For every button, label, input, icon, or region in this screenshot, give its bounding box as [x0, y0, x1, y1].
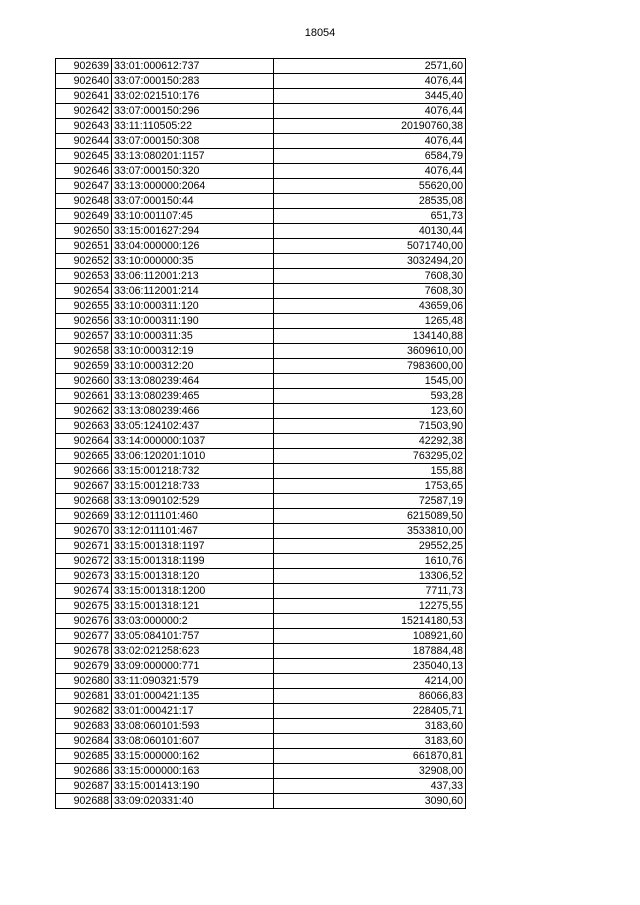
value-cell: 42292,38 — [274, 434, 466, 449]
cadastral-number-cell: 33:06:112001:214 — [112, 284, 274, 299]
cadastral-number-cell: 33:15:001318:1200 — [112, 584, 274, 599]
value-cell: 3533810,00 — [274, 524, 466, 539]
row-id-cell: 902685 — [56, 749, 112, 764]
cadastral-number-cell: 33:02:021258:623 — [112, 644, 274, 659]
table-row — [56, 674, 466, 689]
row-id-cell: 902679 — [56, 659, 112, 674]
table-row — [56, 104, 466, 119]
table-row — [56, 209, 466, 224]
table-row — [56, 389, 466, 404]
cadastral-number-cell: 33:05:084101:757 — [112, 629, 274, 644]
value-cell: 55620,00 — [274, 179, 466, 194]
cadastral-number-cell: 33:15:001218:732 — [112, 464, 274, 479]
row-id-cell: 902648 — [56, 194, 112, 209]
cadastral-number-cell: 33:07:000150:320 — [112, 164, 274, 179]
cadastral-number-cell: 33:07:000150:308 — [112, 134, 274, 149]
table-row — [56, 584, 466, 599]
value-cell: 5071740,00 — [274, 239, 466, 254]
row-id-cell: 902653 — [56, 269, 112, 284]
cadastral-number-cell: 33:11:090321:579 — [112, 674, 274, 689]
value-cell: 6584,79 — [274, 149, 466, 164]
value-cell: 4214,00 — [274, 674, 466, 689]
table-row — [56, 464, 466, 479]
cadastral-number-cell: 33:01:000421:17 — [112, 704, 274, 719]
cadastral-number-cell: 33:03:000000:2 — [112, 614, 274, 629]
value-cell: 1545,00 — [274, 374, 466, 389]
row-id-cell: 902686 — [56, 764, 112, 779]
cadastral-number-cell: 33:13:090102:529 — [112, 494, 274, 509]
table-row — [56, 524, 466, 539]
row-id-cell: 902646 — [56, 164, 112, 179]
cadastral-number-cell: 33:15:001318:120 — [112, 569, 274, 584]
table-row — [56, 224, 466, 239]
row-id-cell: 902675 — [56, 599, 112, 614]
cadastral-number-cell: 33:06:112001:213 — [112, 269, 274, 284]
table-row — [56, 59, 466, 74]
cadastral-number-cell: 33:13:080239:464 — [112, 374, 274, 389]
row-id-cell: 902642 — [56, 104, 112, 119]
value-cell: 3445,40 — [274, 89, 466, 104]
table-row — [56, 509, 466, 524]
cadastral-number-cell: 33:07:000150:283 — [112, 74, 274, 89]
row-id-cell: 902688 — [56, 794, 112, 809]
cadastral-number-cell: 33:15:000000:163 — [112, 764, 274, 779]
row-id-cell: 902687 — [56, 779, 112, 794]
cadastral-number-cell: 33:15:001413:190 — [112, 779, 274, 794]
cadastral-number-cell: 33:15:001318:121 — [112, 599, 274, 614]
table-row — [56, 329, 466, 344]
table-row — [56, 269, 466, 284]
cadastral-number-cell: 33:10:001107:45 — [112, 209, 274, 224]
cadastral-number-cell: 33:07:000150:44 — [112, 194, 274, 209]
cadastral-number-cell: 33:07:000150:296 — [112, 104, 274, 119]
table-row — [56, 149, 466, 164]
value-cell: 235040,13 — [274, 659, 466, 674]
cadastral-number-cell: 33:12:011101:467 — [112, 524, 274, 539]
value-cell: 763295,02 — [274, 449, 466, 464]
row-id-cell: 902667 — [56, 479, 112, 494]
cadastral-number-cell: 33:13:000000:2064 — [112, 179, 274, 194]
value-cell: 3183,60 — [274, 719, 466, 734]
table-row — [56, 404, 466, 419]
cadastral-number-cell: 33:02:021510:176 — [112, 89, 274, 104]
cadastral-number-cell: 33:12:011101:460 — [112, 509, 274, 524]
value-cell: 6215089,50 — [274, 509, 466, 524]
value-cell: 40130,44 — [274, 224, 466, 239]
row-id-cell: 902661 — [56, 389, 112, 404]
row-id-cell: 902643 — [56, 119, 112, 134]
cadastral-number-cell: 33:06:120201:1010 — [112, 449, 274, 464]
value-cell: 437,33 — [274, 779, 466, 794]
cadastral-number-cell: 33:01:000612:737 — [112, 59, 274, 74]
table-row — [56, 779, 466, 794]
records-table-body — [56, 59, 466, 809]
value-cell: 108921,60 — [274, 629, 466, 644]
value-cell: 7608,30 — [274, 269, 466, 284]
table-row — [56, 194, 466, 209]
value-cell: 1753,65 — [274, 479, 466, 494]
table-row — [56, 614, 466, 629]
row-id-cell: 902664 — [56, 434, 112, 449]
value-cell: 7608,30 — [274, 284, 466, 299]
row-id-cell: 902650 — [56, 224, 112, 239]
row-id-cell: 902662 — [56, 404, 112, 419]
value-cell: 12275,55 — [274, 599, 466, 614]
cadastral-number-cell: 33:08:060101:593 — [112, 719, 274, 734]
table-row — [56, 299, 466, 314]
cadastral-number-cell: 33:13:080239:466 — [112, 404, 274, 419]
row-id-cell: 902641 — [56, 89, 112, 104]
value-cell: 29552,25 — [274, 539, 466, 554]
table-row — [56, 419, 466, 434]
table-row — [56, 74, 466, 89]
records-table — [55, 58, 466, 809]
row-id-cell: 902651 — [56, 239, 112, 254]
table-row — [56, 629, 466, 644]
row-id-cell: 902678 — [56, 644, 112, 659]
table-row — [56, 539, 466, 554]
value-cell: 4076,44 — [274, 134, 466, 149]
table-row — [56, 359, 466, 374]
cadastral-number-cell: 33:15:000000:162 — [112, 749, 274, 764]
table-row — [56, 719, 466, 734]
table-row — [56, 479, 466, 494]
table-row — [56, 659, 466, 674]
table-row — [56, 569, 466, 584]
value-cell: 28535,08 — [274, 194, 466, 209]
table-row — [56, 704, 466, 719]
row-id-cell: 902671 — [56, 539, 112, 554]
row-id-cell: 902673 — [56, 569, 112, 584]
value-cell: 3090,60 — [274, 794, 466, 809]
value-cell: 86066,83 — [274, 689, 466, 704]
row-id-cell: 902644 — [56, 134, 112, 149]
row-id-cell: 902681 — [56, 689, 112, 704]
row-id-cell: 902674 — [56, 584, 112, 599]
row-id-cell: 902660 — [56, 374, 112, 389]
cadastral-number-cell: 33:05:124102:437 — [112, 419, 274, 434]
table-row — [56, 449, 466, 464]
table-row — [56, 314, 466, 329]
value-cell: 4076,44 — [274, 104, 466, 119]
table-row — [56, 254, 466, 269]
row-id-cell: 902666 — [56, 464, 112, 479]
value-cell: 228405,71 — [274, 704, 466, 719]
cadastral-number-cell: 33:15:001318:1199 — [112, 554, 274, 569]
cadastral-number-cell: 33:10:000311:35 — [112, 329, 274, 344]
row-id-cell: 902670 — [56, 524, 112, 539]
value-cell: 134140,88 — [274, 329, 466, 344]
cadastral-number-cell: 33:09:000000:771 — [112, 659, 274, 674]
value-cell: 123,60 — [274, 404, 466, 419]
row-id-cell: 902677 — [56, 629, 112, 644]
row-id-cell: 902652 — [56, 254, 112, 269]
value-cell: 43659,06 — [274, 299, 466, 314]
row-id-cell: 902656 — [56, 314, 112, 329]
row-id-cell: 902647 — [56, 179, 112, 194]
row-id-cell: 902659 — [56, 359, 112, 374]
value-cell: 3609610,00 — [274, 344, 466, 359]
value-cell: 13306,52 — [274, 569, 466, 584]
row-id-cell: 902672 — [56, 554, 112, 569]
table-row — [56, 599, 466, 614]
table-row — [56, 734, 466, 749]
table-row — [56, 374, 466, 389]
table-row — [56, 554, 466, 569]
cadastral-number-cell: 33:15:001218:733 — [112, 479, 274, 494]
cadastral-number-cell: 33:08:060101:607 — [112, 734, 274, 749]
row-id-cell: 902668 — [56, 494, 112, 509]
value-cell: 2571,60 — [274, 59, 466, 74]
table-row — [56, 434, 466, 449]
value-cell: 1265,48 — [274, 314, 466, 329]
table-row — [56, 89, 466, 104]
table-row — [56, 119, 466, 134]
table-row — [56, 239, 466, 254]
page-number: 18054 — [304, 27, 336, 39]
table-row — [56, 164, 466, 179]
value-cell: 661870,81 — [274, 749, 466, 764]
table-row — [56, 134, 466, 149]
row-id-cell: 902669 — [56, 509, 112, 524]
value-cell: 71503,90 — [274, 419, 466, 434]
row-id-cell: 902657 — [56, 329, 112, 344]
value-cell: 15214180,53 — [274, 614, 466, 629]
cadastral-number-cell: 33:14:000000:1037 — [112, 434, 274, 449]
cadastral-number-cell: 33:11:110505:22 — [112, 119, 274, 134]
table-row — [56, 179, 466, 194]
row-id-cell: 902658 — [56, 344, 112, 359]
row-id-cell: 902663 — [56, 419, 112, 434]
value-cell: 4076,44 — [274, 74, 466, 89]
row-id-cell: 902645 — [56, 149, 112, 164]
value-cell: 187884,48 — [274, 644, 466, 659]
value-cell: 593,28 — [274, 389, 466, 404]
cadastral-number-cell: 33:13:080239:465 — [112, 389, 274, 404]
cadastral-number-cell: 33:10:000312:19 — [112, 344, 274, 359]
value-cell: 3032494,20 — [274, 254, 466, 269]
table-row — [56, 764, 466, 779]
cadastral-number-cell: 33:13:080201:1157 — [112, 149, 274, 164]
row-id-cell: 902680 — [56, 674, 112, 689]
cadastral-number-cell: 33:10:000311:120 — [112, 299, 274, 314]
row-id-cell: 902682 — [56, 704, 112, 719]
cadastral-number-cell: 33:04:000000:126 — [112, 239, 274, 254]
row-id-cell: 902683 — [56, 719, 112, 734]
row-id-cell: 902639 — [56, 59, 112, 74]
value-cell: 7711,73 — [274, 584, 466, 599]
cadastral-number-cell: 33:09:020331:40 — [112, 794, 274, 809]
cadastral-number-cell: 33:10:000000:35 — [112, 254, 274, 269]
cadastral-number-cell: 33:10:000311:190 — [112, 314, 274, 329]
table-row — [56, 494, 466, 509]
row-id-cell: 902684 — [56, 734, 112, 749]
table-row — [56, 644, 466, 659]
value-cell: 651,73 — [274, 209, 466, 224]
row-id-cell: 902640 — [56, 74, 112, 89]
value-cell: 20190760,38 — [274, 119, 466, 134]
table-row — [56, 689, 466, 704]
value-cell: 7983600,00 — [274, 359, 466, 374]
value-cell: 1610,76 — [274, 554, 466, 569]
row-id-cell: 902655 — [56, 299, 112, 314]
table-row — [56, 344, 466, 359]
value-cell: 4076,44 — [274, 164, 466, 179]
value-cell: 155,88 — [274, 464, 466, 479]
cadastral-number-cell: 33:01:000421:135 — [112, 689, 274, 704]
row-id-cell: 902649 — [56, 209, 112, 224]
value-cell: 32908,00 — [274, 764, 466, 779]
cadastral-number-cell: 33:15:001627:294 — [112, 224, 274, 239]
row-id-cell: 902654 — [56, 284, 112, 299]
cadastral-number-cell: 33:15:001318:1197 — [112, 539, 274, 554]
cadastral-number-cell: 33:10:000312:20 — [112, 359, 274, 374]
value-cell: 3183,60 — [274, 734, 466, 749]
table-row — [56, 749, 466, 764]
row-id-cell: 902665 — [56, 449, 112, 464]
table-row — [56, 794, 466, 809]
value-cell: 72587,19 — [274, 494, 466, 509]
table-row — [56, 284, 466, 299]
row-id-cell: 902676 — [56, 614, 112, 629]
